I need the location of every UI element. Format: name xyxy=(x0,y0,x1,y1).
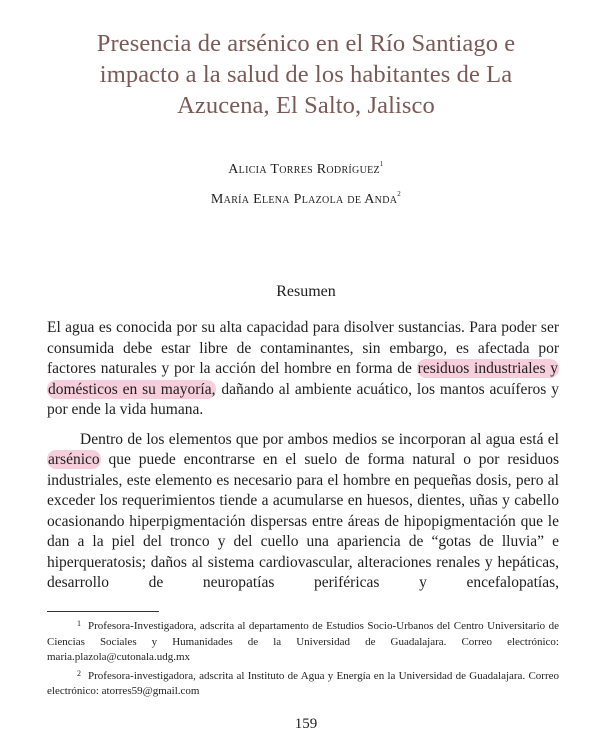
section-heading: Resumen xyxy=(276,283,336,300)
footnote-text: Profesora-Investigadora, adscrita al departamento de Estudios Socio-Urbanos del Centro Universitario de Ciencias Sociales y Humanidades de la Universidad de Guadalajara. Correo electrónico: maria.plazola@cutonala.udg.mx xyxy=(47,620,559,663)
footnote-text: Profesora-investigadora, adscrita al Instituto de Agua y Energía en la Universidad de Guadalajara. Correo electrónico: atorres59@gmail.com xyxy=(47,669,559,697)
title-line: impacto a la salud de los habitantes de La xyxy=(99,61,513,88)
abstract-body xyxy=(47,318,559,594)
paragraph-text: que puede encontrarse en el suelo de forma natural o por residuos industriales, este elemento es necesario para el hombre en pequeñas dosis, pero al exceder los requerimientos tiende a acumularse en huesos, dientes, uñas y cabello ocasionando hiperpigmentación dispersas entre áreas de hipopigmentación que le dan a la piel del tronco y del cuello una apariencia de “gotas de lluvia” e hiperqueratosis; daños al sistema cardiovascular, alteraciones renales y hepáticas, desarrollo de neuropatías periféricas y encefalopatías, xyxy=(47,451,559,591)
footnote-divider xyxy=(47,611,159,612)
paragraph-text: Dentro de los elementos que por ambos medios se incorporan al agua está el xyxy=(80,430,559,448)
footnote-number: 2 xyxy=(77,668,81,678)
author-name: Alicia Torres Rodríguez xyxy=(228,162,380,177)
footnotes xyxy=(47,616,559,700)
footnote-number: 1 xyxy=(77,619,81,628)
author-note-ref: 2 xyxy=(397,190,402,198)
footnote-2 xyxy=(47,666,559,700)
title-line: Presencia de arsénico en el Río Santiago e xyxy=(96,30,516,57)
highlighted-text[interactable]: residuos industriales y domésticos en su mayoría, xyxy=(48,360,558,398)
highlighted-text[interactable]: arsénico xyxy=(48,451,100,468)
abstract-paragraph-1 xyxy=(47,318,559,421)
paragraph-text: El agua es conocida por su alta capacidad para disolver sustancias. Para poder ser consumida debe estar libre de contaminantes, sin embargo, es afectada por factores naturales y por la acción del hombre en forma de xyxy=(47,319,559,377)
paragraph-text: dañando al ambiente acuático, los mantos acuíferos y por ende la vida humana. xyxy=(47,380,559,418)
abstract-paragraph-2 xyxy=(47,430,559,594)
footnote-1 xyxy=(47,616,559,666)
page-number: 159 xyxy=(294,716,318,732)
author-list xyxy=(0,152,612,212)
author-1 xyxy=(0,152,612,182)
author-name: María Elena Plazola de Anda xyxy=(210,192,398,207)
article-title xyxy=(40,28,572,121)
author-note-ref: 1 xyxy=(379,160,384,168)
title-line: Azucena, El Salto, Jalisco xyxy=(177,92,435,119)
author-2 xyxy=(0,182,612,212)
